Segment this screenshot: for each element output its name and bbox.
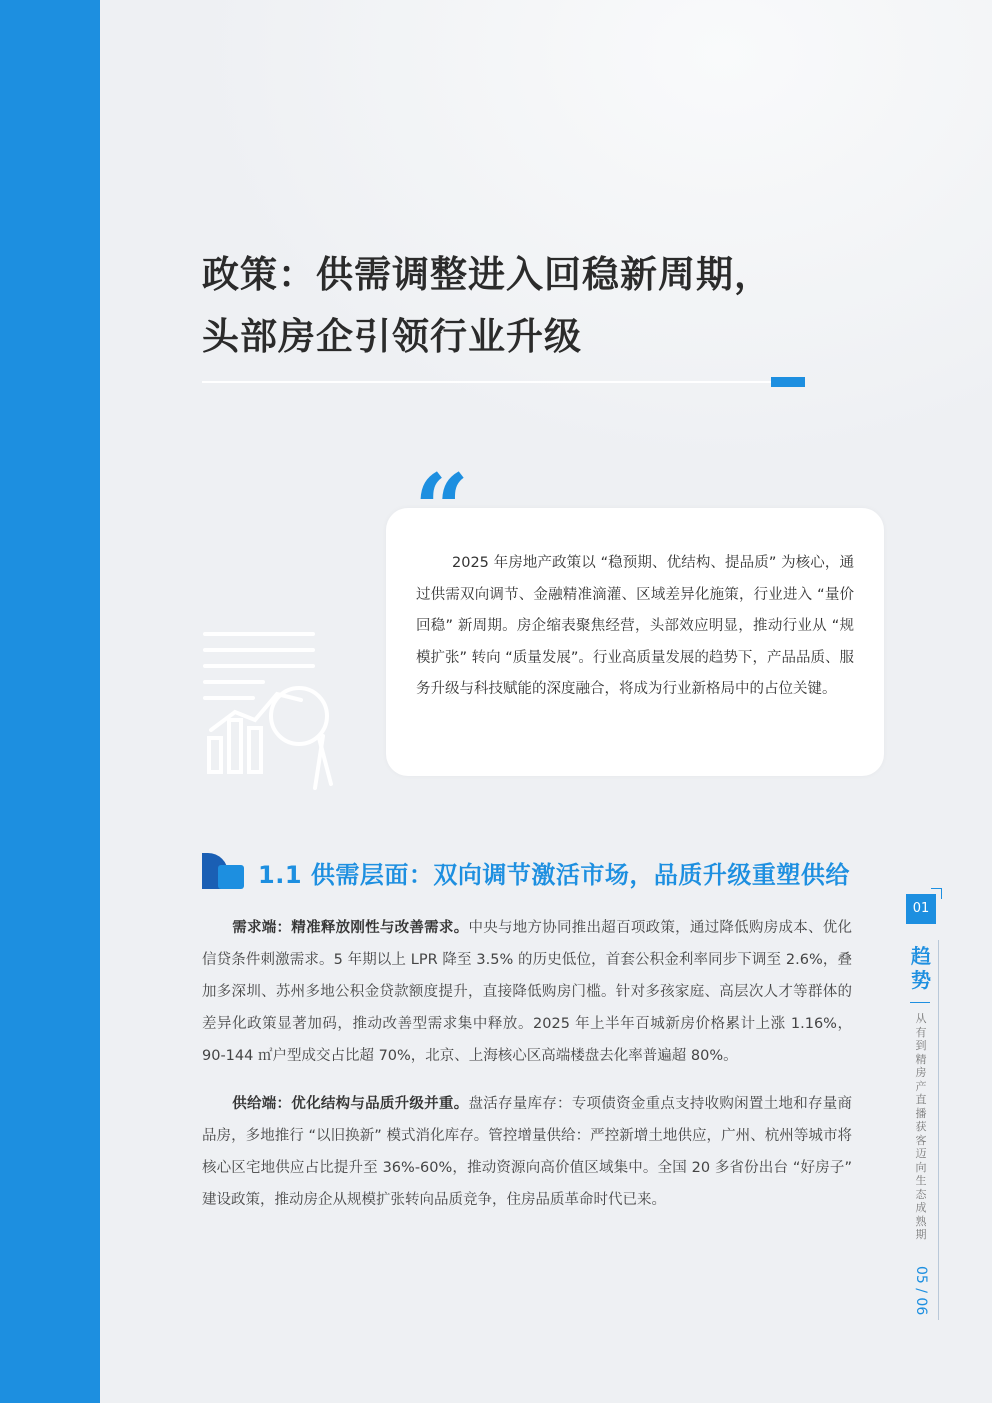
title-divider	[202, 381, 772, 383]
section-marker-icon	[202, 853, 246, 891]
page-title	[202, 244, 862, 368]
left-color-band	[0, 0, 100, 1403]
side-divider	[910, 1002, 930, 1003]
supply-paragraph	[202, 1088, 852, 1216]
chapter-number: 01	[906, 894, 936, 924]
chart-magnifier-icon	[203, 628, 333, 797]
quote-card	[386, 508, 884, 776]
title-accent-bar	[771, 377, 805, 387]
quote-text: 2025 年房地产政策以 “稳预期、优结构、提品质” 为核心，通过供需双向调节、金融精准滴灌、区域差异化施策，行业进入 “量价回稳” 新周期。房企缩表聚焦经营，头部效应明显，推动行业从 “规模扩张” 转向 “质量发展”。行业高质量发展的趋势下，产品品质、服务升级与科技赋能的深度融合，将成为行业新格局中的占位关键。	[416, 555, 854, 697]
demand-lead: 需求端：精准释放刚性与改善需求。	[232, 920, 469, 936]
title-line-2: 头部房企引领行业升级	[202, 315, 582, 358]
supply-lead: 供给端：优化结构与品质升级并重。	[232, 1096, 469, 1112]
demand-body: 中央与地方协同推出超百项政策，通过降低购房成本、优化信贷条件刺激需求。5 年期以上 LPR 降至 3.5% 的历史低位，首套公积金利率同步下调至 2.6%，叠加多深圳、苏州多地公积金贷款额度提升，直接降低购房门槛。针对多孩家庭、高层次人才等群体的差异化政策显著加码，推动改善型需求集中释放。2025 年上半年百城新房价格累计上涨 1.16%，90-144 ㎡户型成交占比超 70%，北京、上海核心区高端楼盘去化率普遍超 80%。	[202, 920, 852, 1064]
section-heading	[202, 852, 850, 892]
section-title: 1.1 供需层面：双向调节激活市场，品质升级重塑供给	[258, 860, 850, 889]
supply-body: 盘活存量库存：专项债资金重点支持收购闲置土地和存量商品房，多地推行 “以旧换新” 模式消化库存。管控增量供给：严控新增土地供应，广州、杭州等城市将核心区宅地供应占比提升至 36%-60%，推动资源向高价值区域集中。全国 20 多省份出台 “好房子” 建设政策，推动房企从规模扩张转向品质竞争，住房品质革命时代已来。	[202, 1096, 852, 1208]
demand-paragraph	[202, 912, 852, 1072]
chapter-keyword: 趋势	[911, 944, 931, 992]
chapter-subtitle: 从有到精 房产直播获客迈向生态成熟期	[915, 1012, 927, 1241]
title-line-1: 政策：供需调整进入回稳新周期，	[202, 253, 772, 296]
page-number: 05 / 06	[913, 1266, 929, 1316]
side-navigation	[906, 880, 946, 1330]
side-rule	[938, 940, 939, 1320]
